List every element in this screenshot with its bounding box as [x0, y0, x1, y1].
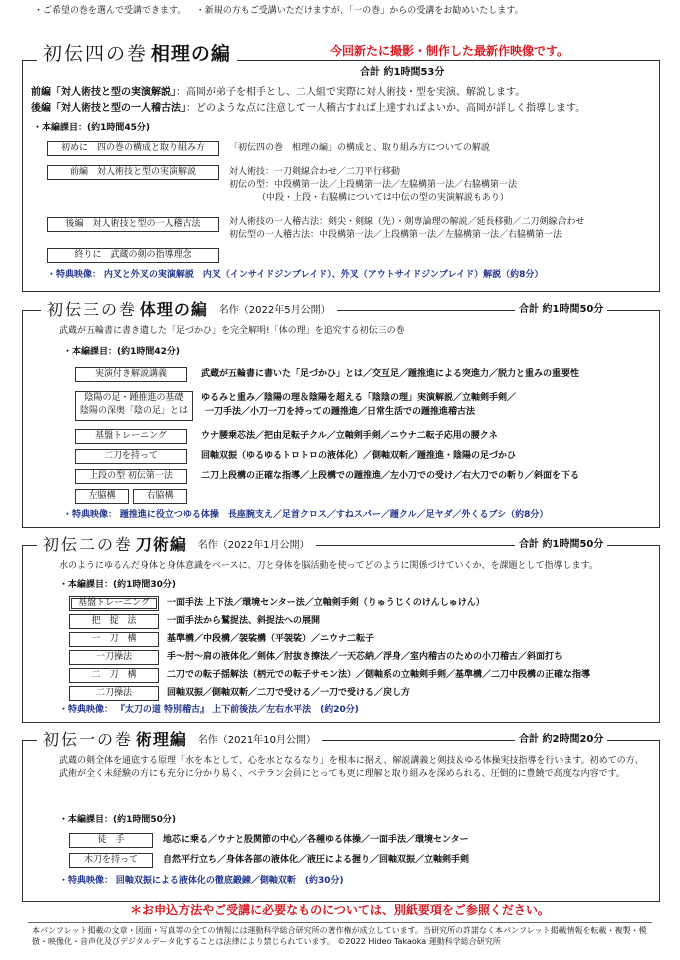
v4-label-1: 前編 対人術技と型の実演解説: [47, 165, 219, 180]
notice-2: ・新規の方もご受講いただけますが、「一の巻」からの受講をお勧めいたします。: [195, 6, 524, 16]
volume-4-new-note: 今回新たに撮影・制作した最新作映像です。: [330, 44, 570, 58]
volume-1-title: 初伝一の巻 術理編 名作（2021年10月公開）: [37, 730, 322, 750]
v2-label-0: 基盤トレーニング: [69, 596, 159, 611]
v3-row-4: 二刀上段構の正確な指導／上段構での踵推進／左小刀での受け／右大刀での斬り／斜面を下る: [201, 471, 580, 481]
v4-row-1b: 初伝の型：中段構第一法／上段構第一法／左脇構第一法／右脇構第一法: [229, 180, 518, 190]
volume-2-main-label: ・本編課目：(約1時間30分): [59, 580, 177, 590]
volume-1-total: 合計 約2時間20分: [515, 734, 607, 747]
v4-label-2: 後編 対人術技と型の一人稽古法: [47, 217, 219, 232]
volume-2-desc: 水のようにゆるんだ身体と身体意識をベースに、刀と身体を脳活動を使ってどのように関係づけていくか、を課題として指導します。: [59, 561, 598, 571]
volume-1-desc: 武蔵の剣全体を通底する原理「水を本として、心を水となるなり」を根本に据え、解説講義と剣技＆ゆる体操実技指導を行います。初めての方、武術が全く未経験の方にも充分に分かり易く、ベテラン会員にとっても更に理解と取り組みを深められる、圧倒的に豊饒で高度な内容です。: [59, 756, 644, 780]
volume-1-bonus: ・特典映像： 回軸双振による液体化の徹底鍛錬／側軸双斬 (約30分): [59, 876, 344, 886]
volume-2-title: 初伝二の巻 刀術編 名作（2022年1月公開）: [37, 535, 316, 555]
v1-label-0: 徒 手: [69, 833, 153, 848]
v4-row-2a: 対人術技の一人稽古法：剣尖・剣線（先）・剣専論理の解説／延長移動／二刀剣線合わせ: [229, 217, 585, 227]
volume-4-front: 前編「対人術技と型の実演解説」：高岡が弟子を相手とし、二人組で実際に対人術技・型を実演、解説します。: [31, 87, 526, 98]
copyright-text: 本パンフレット掲載の文章・図面・写真等の全ての情報には運動科学総合研究所の著作権が成立しています。当研究所の許諾なく本パンフレット掲載情報を転載・複製・模倣・映像化・音声化及びデジタルデータ化することは法律により禁じられています。 ©2022 Hideo Takaoka 運動科学総合研究所: [32, 926, 647, 947]
footer-notice: ＊お申込方法やご受講に必要なものについては、別紙要項をご参照ください。: [130, 903, 550, 917]
v1-row-0: 地芯に乗る／ウナと股関節の中心／各種ゆる体操／一面手法／環境センター: [163, 835, 469, 845]
v3-row-1a: ゆるみと重み／陰陽の理＆陰陽を超える「陰陰の理」実演解説／立軸剣手剣／: [201, 393, 517, 403]
notice-1: ・ご希望の巻を選んで受講できます。: [34, 6, 182, 16]
volume-4-bonus: ・特典映像： 内叉と外叉の実演解説 内叉（インサイドジンブレイド）、外叉（アウトサイドジンブレイド）解説（約8分）: [47, 270, 544, 280]
volume-4-main-label: ・本編課目：(約1時間45分): [33, 123, 151, 133]
v3-row-1b: 一刀手法／小刀一刀を持っての踵推進／日常生活での踵推進稽古法: [205, 407, 476, 417]
v3-row-3: 回軸双振（ゆるゆるトロトロの液体化）／側軸双斬／踵推進・陰陽の足づかひ: [201, 451, 517, 461]
v2-label-1: 把 捉 法: [69, 614, 159, 629]
volume-3-box: [22, 300, 660, 528]
v3-label-5b: 右脇構: [133, 489, 187, 504]
v1-row-1: 自然平行立ち／身体各部の液体化／液圧による握り／回軸双振／立軸剣手剣: [163, 855, 470, 865]
v3-label-5a: 左脇構: [75, 489, 129, 504]
volume-4-title-b: 相理の編: [150, 43, 231, 65]
v2-row-4: 二刀での転子揺解法（柄元での転子サモン法）／側軸系の立軸剣手剣／基準構／二刀中段構の正確な指導: [167, 670, 591, 680]
volume-4-title-a: 初伝四の巻: [43, 43, 149, 65]
volume-3-desc: 武蔵が五輪書に書き遺した「足づかひ」を完全解明!「体の理」を追究する初伝三の巻: [59, 326, 405, 336]
v3-label-2: 基盤トレーニング: [75, 429, 187, 444]
v4-row-0: 「初伝四の巻 相理の編」の構成と、取り組み方についての解説: [229, 143, 490, 153]
volume-2-total: 合計 約1時間50分: [515, 539, 607, 552]
v2-row-0: 一面手法 上下法／環境センター法／立軸剣手剣（りゅうじくのけんしゅけん）: [167, 598, 485, 608]
v3-label-4: 上段の型 初伝第一法: [75, 469, 187, 484]
volume-4-title: [37, 43, 237, 67]
v4-row-2b: 初伝型の一人稽古法：中段構第一法／上段構第一法／左脇構第一法／右脇構第一法: [229, 230, 563, 240]
v2-row-1: 一面手法から鷲捉法、斜捉法への展開: [167, 616, 321, 626]
volume-3-bonus: ・特典映像： 踵推進に役立つゆる体操 長座腕支え／足首クロス／すねスパー／踵クル／足ヤダ／外くるブシ（約8分）: [63, 510, 549, 520]
v2-label-3: 一刀操法: [69, 650, 159, 665]
volume-2-bonus: ・特典映像： 『太刀の道 特別稽古』 上下前後法／左右水平法 (約20分): [59, 705, 359, 715]
v2-label-5: 二刀操法: [69, 686, 159, 701]
v2-row-5: 回軸双振／側軸双斬／二刀で受ける／一刀で受ける／戻し方: [167, 688, 411, 698]
volume-1-box: [22, 730, 660, 902]
v4-row-1a: 対人術技：一刀剣線合わせ／二刀平行移動: [229, 167, 401, 177]
v3-row-2: ウナ腰乗芯法／把由足転子クル／立軸剣手剣／ニウナ二転子応用の腰クネ: [201, 431, 498, 441]
volume-3-total: 合計 約1時間50分: [515, 304, 607, 317]
v2-row-2: 基準構／中段構／袈裟構（平袈裟）／ニウナ二転子: [167, 634, 375, 644]
v4-label-3: 終りに 武蔵の剣の指導理念: [47, 248, 219, 263]
v2-label-2: 一 刀 構: [69, 632, 159, 647]
v1-label-1: 木刀を持って: [69, 853, 153, 868]
volume-3-title: 初伝三の巻 体理の編 名作（2022年5月公開）: [41, 300, 337, 320]
volume-3-main-label: ・本編課目：(約1時間42分): [63, 347, 181, 357]
notice-line: [34, 6, 524, 17]
footer-divider: [28, 922, 652, 923]
v3-label-0: 実演付き解説講義: [75, 367, 187, 382]
volume-1-main-label: ・本編課目：(約1時間50分): [59, 815, 177, 825]
v2-row-3: 手〜肘〜肩の液体化／剣体／肘抜き擦法／一天芯納／浮身／室内稽古のための小刀稽古／斜面打ち: [167, 652, 564, 662]
v3-row-0: 武蔵が五輪書に書いた「足づかひ」とは／交互足／踵推進による突進力／脱力と重みの重要性: [201, 369, 580, 379]
v4-row-1c: （中段・上段・右脇構については中伝の型の実演解説もあり）: [257, 193, 509, 203]
volume-4-back: 後編「対人術技と型の一人稽古法」：どのような点に注意して一人稽古すれば上達すればよいか、高岡が詳しく指導します。: [31, 103, 586, 114]
v3-label-3: 二刀を持って: [75, 449, 187, 464]
volume-4-total: 合計 約1時間53分: [356, 67, 448, 80]
volume-2-box: [22, 535, 660, 723]
v4-label-0: 初めに 四の巻の構成と取り組み方: [47, 141, 219, 156]
v3-label-1: 陰陽の足・踵推進の基礎 陰陽の深奥「陰の足」とは: [75, 391, 193, 421]
v2-label-4: 二 刀 構: [69, 668, 159, 683]
